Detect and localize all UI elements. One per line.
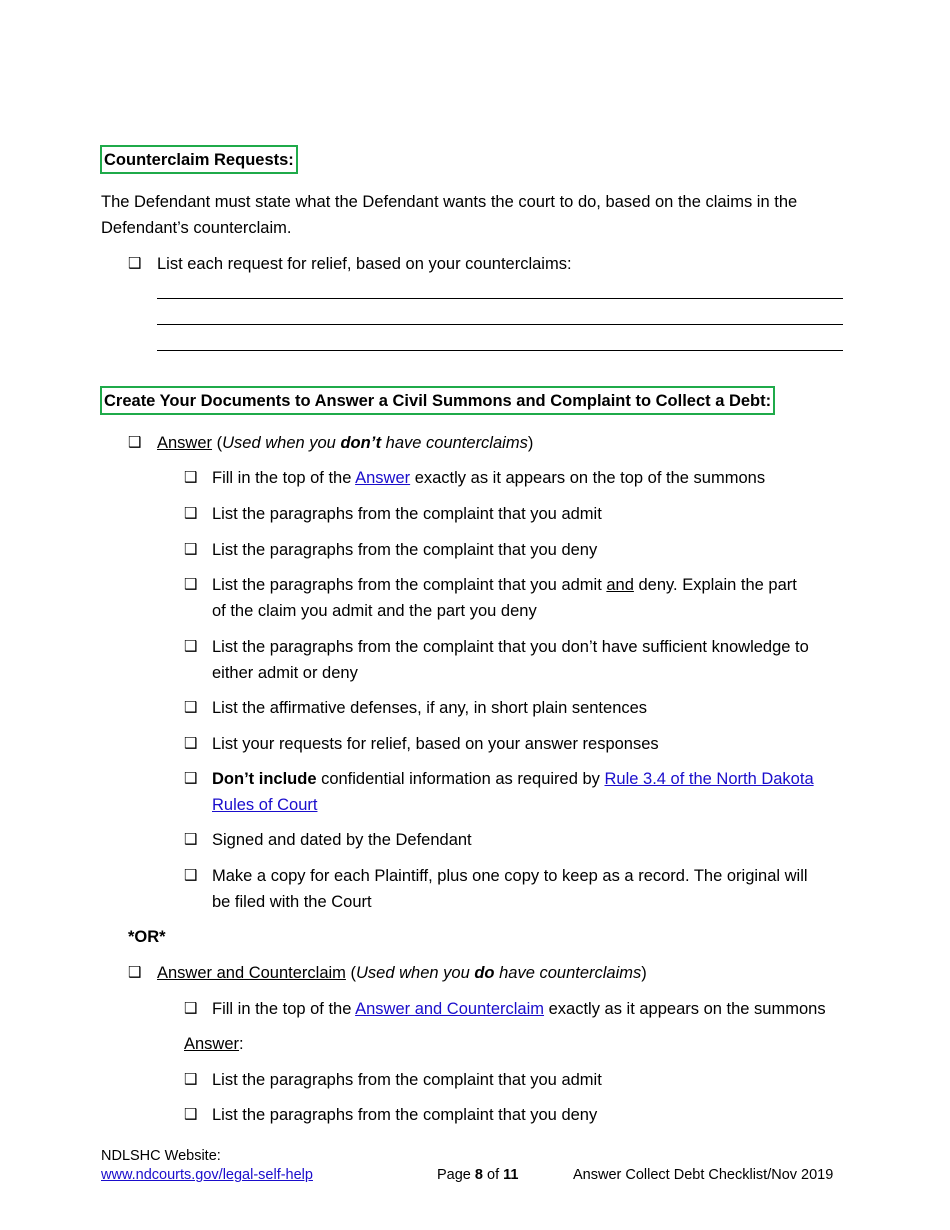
answer-confidential-item-line2 [212,792,317,818]
checkbox-icon[interactable]: ❑ [184,867,198,884]
rule-3-4-link[interactable]: Rule 3.4 of the North Dakota [604,770,814,788]
checkbox-icon[interactable]: ❑ [184,770,198,787]
answer-subheading: Answer: [184,1035,244,1053]
write-in-line [157,298,843,299]
answer-copy-item-line2: be filed with the Court [212,893,372,911]
checkbox-icon[interactable]: ❑ [184,1000,198,1017]
checkbox-icon[interactable]: ❑ [184,505,198,522]
counterclaim-intro-text: The Defendant must state what the Defendant wants the court to do, based on the claims in the Defendant’s counterclaim. [101,193,798,237]
answer-fill-top-item: Fill in the top of the Answer exactly as it appears on the top of the summons [212,469,766,487]
answer-counterclaim-note: Used when you do have counterclaims [356,964,642,982]
answer-signed-item: Signed and dated by the Defendant [212,831,472,849]
checkbox-icon[interactable]: ❑ [184,1106,198,1123]
checkbox-icon[interactable]: ❑ [128,964,142,981]
answer-label: Answer [157,434,213,452]
counterclaim-relief-item: List each request for relief, based on your counterclaims: [157,255,572,273]
counterclaim-deny-item: List the paragraphs from the complaint that you deny [212,1106,598,1124]
answer-counterclaim-option: Answer and Counterclaim (Used when you do have counterclaims) [157,964,647,982]
checkbox-icon[interactable]: ❑ [184,735,198,752]
counterclaim-requests-heading: Counterclaim Requests: [100,145,298,174]
counterclaim-admit-item: List the paragraphs from the complaint that you admit [212,1071,602,1089]
checkbox-icon[interactable]: ❑ [128,434,142,451]
footer-website-link[interactable]: www.ndcourts.gov/legal-self-help [101,1167,313,1183]
answer-deny-item: List the paragraphs from the complaint that you deny [212,541,598,559]
answer-counterclaim-fill-top-item: Fill in the top of the Answer and Counterclaim exactly as it appears on the summons [212,1000,826,1018]
footer-website-label: NDLSHC Website: [101,1148,221,1164]
answer-admit-item: List the paragraphs from the complaint that you admit [212,505,602,523]
answer-option [157,430,533,456]
answer-knowledge-item: List the paragraphs from the complaint that you don’t have sufficient knowledge to [212,638,809,656]
footer-page-number: Page 8 of 11 [437,1167,519,1183]
checkbox-icon[interactable]: ❑ [184,541,198,558]
answer-admit-deny-item: List the paragraphs from the complaint that you admit and deny. Explain the part [212,576,797,594]
answer-knowledge-item-line2: either admit or deny [212,664,358,682]
footer-doc-reference: Answer Collect Debt Checklist/Nov 2019 [573,1167,834,1183]
answer-requests-item: List your requests for relief, based on your answer responses [212,735,659,753]
answer-affirmative-item: List the affirmative defenses, if any, in short plain sentences [212,699,648,717]
answer-copy-item: Make a copy for each Plaintiff, plus one copy to keep as a record. The original will [212,867,808,885]
or-separator: *OR* [128,928,166,946]
answer-admit-deny-item-line2: of the claim you admit and the part you deny [212,602,537,620]
write-in-line [157,324,843,325]
answer-note: Used when you don’t have counterclaims [222,434,528,452]
answer-counterclaim-form-link[interactable]: Answer and Counterclaim [355,1000,545,1018]
write-in-line [157,350,843,351]
checkbox-icon[interactable]: ❑ [184,469,198,486]
answer-form-link[interactable]: Answer [355,469,411,487]
checkbox-icon[interactable]: ❑ [184,699,198,716]
checkbox-icon[interactable]: ❑ [184,831,198,848]
checkbox-icon[interactable]: ❑ [128,255,142,272]
answer-counterclaim-label: Answer and Counterclaim [157,964,346,982]
rule-3-4-link[interactable]: Rules of Court [212,796,318,814]
answer-confidential-item: Don’t include confidential information as required by Rule 3.4 of the North Dakota [212,770,814,788]
checkbox-icon[interactable]: ❑ [184,576,198,593]
footer-website-link-wrap [101,1166,313,1185]
create-documents-heading: Create Your Documents to Answer a Civil Summons and Complaint to Collect a Debt: [100,386,775,415]
paren: ) [527,434,534,452]
checkbox-icon[interactable]: ❑ [184,638,198,655]
paren: ( [212,434,223,452]
checkbox-icon[interactable]: ❑ [184,1071,198,1088]
